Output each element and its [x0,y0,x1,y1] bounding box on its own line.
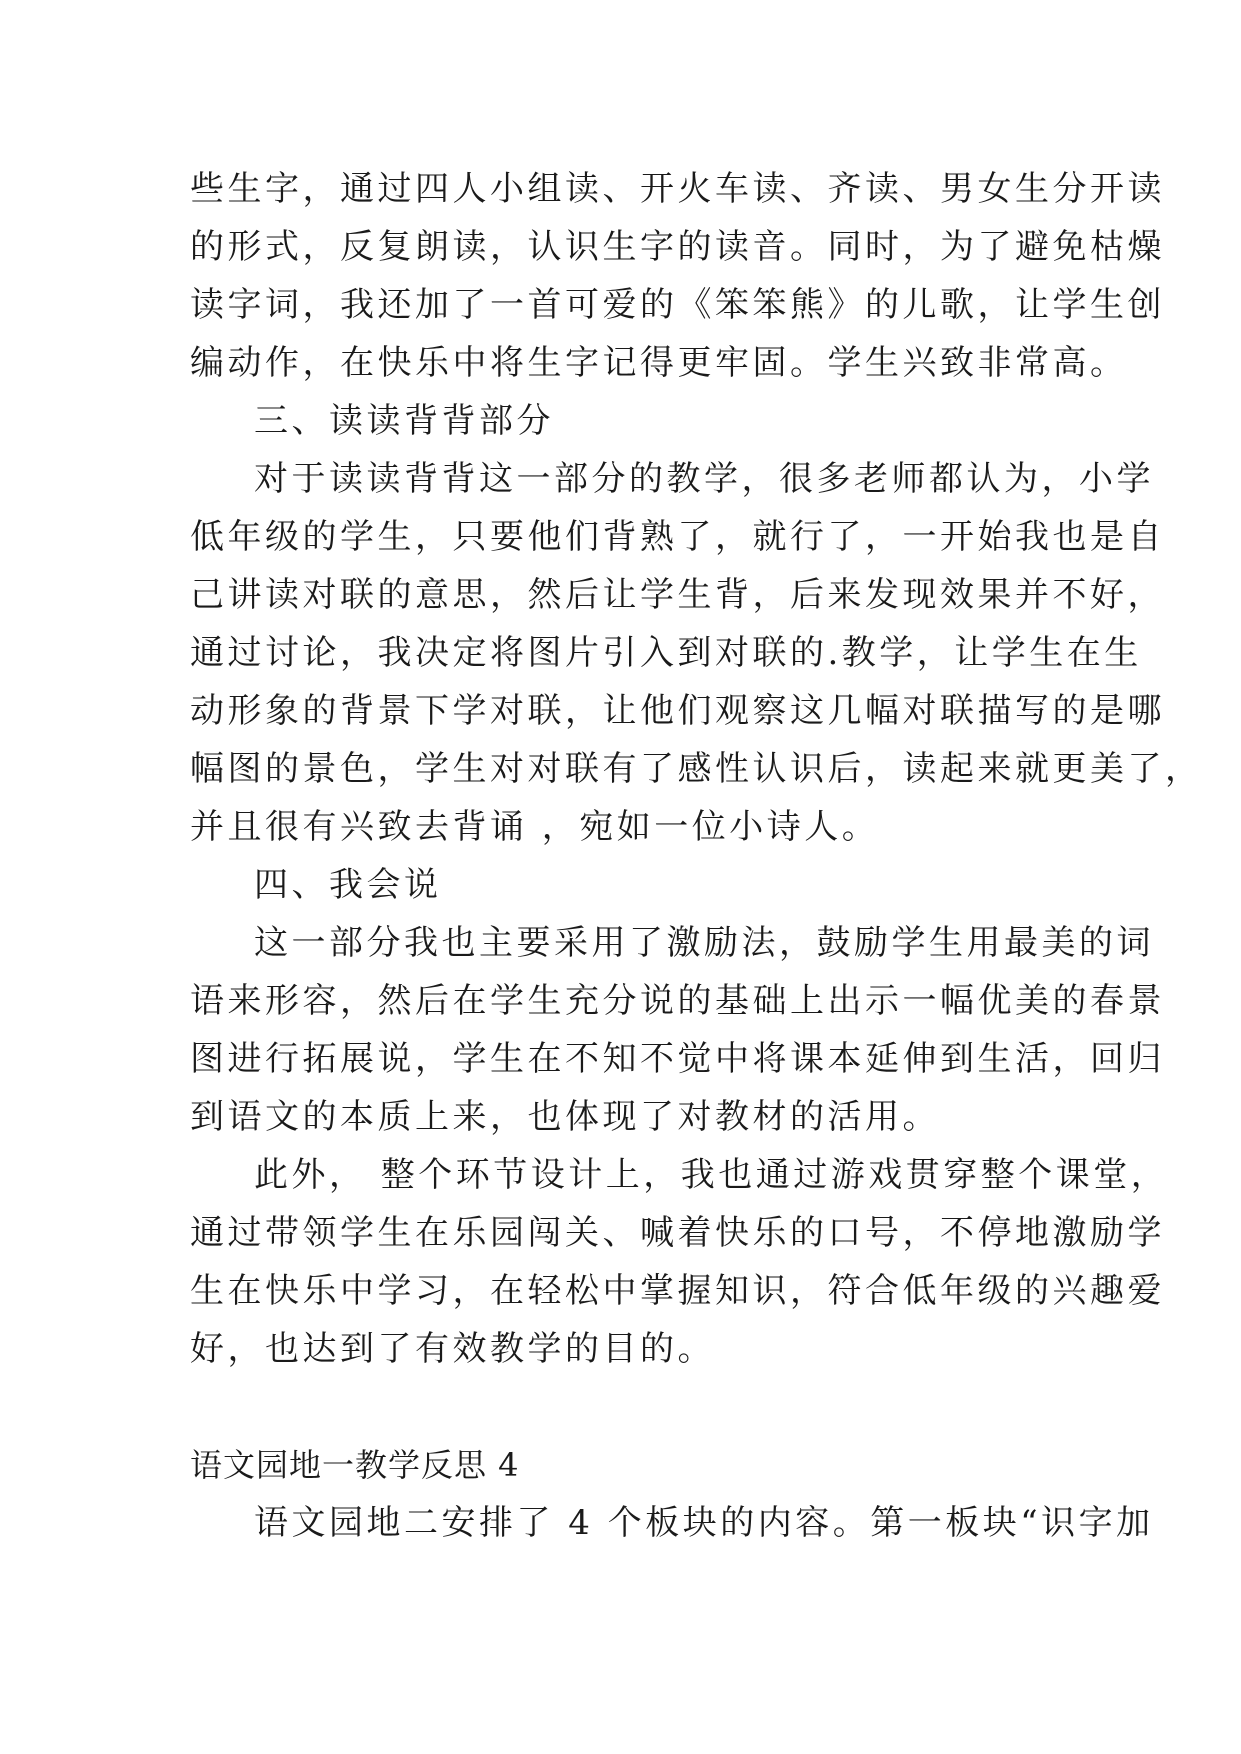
paragraph-line: 编动作，在快乐中将生字记得更牢固。学生兴致非常高。 [190,343,1128,383]
section-heading: 四、我会说 [254,865,442,905]
document-body [190,160,1203,1552]
paragraph-line: 到语文的本质上来，也体现了对教材的活用。 [190,1097,940,1137]
paragraph-line: 语来形容，然后在学生充分说的基础上出示一幅优美的春景 [190,981,1165,1021]
paragraph-line: 低年级的学生，只要他们背熟了，就行了，一开始我也是自 [190,517,1165,557]
paragraph-line: 这一部分我也主要采用了激励法，鼓励学生用最美的词 [254,923,1154,963]
paragraph-line: 读字词，我还加了一首可爱的《笨笨熊》的儿歌，让学生创 [190,285,1165,325]
paragraph-gap [190,1378,1055,1436]
paragraph-line: 并且很有兴致去背诵 ，宛如一位小诗人。 [190,807,880,847]
paragraph-line: 图进行拓展说，学生在不知不觉中将课本延伸到生活，回归 [190,1039,1165,1079]
section-heading: 三、读读背背部分 [254,401,554,441]
paragraph-line: 语文园地二安排了 4 个板块的内容。第一板块“识字加 [254,1503,1154,1543]
paragraph-line: 动形象的背景下学对联，让他们观察这几幅对联描写的是哪 [190,691,1165,731]
paragraph-line: 此外， 整个环节设计上，我也通过游戏贯穿整个课堂， [254,1155,1169,1195]
paragraph-line: 生在快乐中学习，在轻松中掌握知识，符合低年级的兴趣爱 [190,1271,1165,1311]
paragraph-line: 己讲读对联的意思，然后让学生背，后来发现效果并不好， [190,575,1165,615]
paragraph-line: 些生字，通过四人小组读、开火车读、齐读、男女生分开读 [190,169,1165,209]
paragraph-line: 好，也达到了有效教学的目的。 [190,1329,715,1369]
paragraph-line: 通过带领学生在乐园闯关、喊着快乐的口号，不停地激励学 [190,1213,1165,1253]
paragraph-line: 通过讨论，我决定将图片引入到对联的.教学，让学生在生 [190,633,1142,673]
section-title: 语文园地一教学反思 4 [190,1446,520,1484]
paragraph-line: 的形式，反复朗读，认识生字的读音。同时，为了避免枯燥 [190,227,1165,267]
paragraph-line: 对于读读背背这一部分的教学，很多老师都认为，小学 [254,459,1154,499]
paragraph-line: 幅图的景色，学生对对联有了感性认识后，读起来就更美了， [190,749,1203,789]
